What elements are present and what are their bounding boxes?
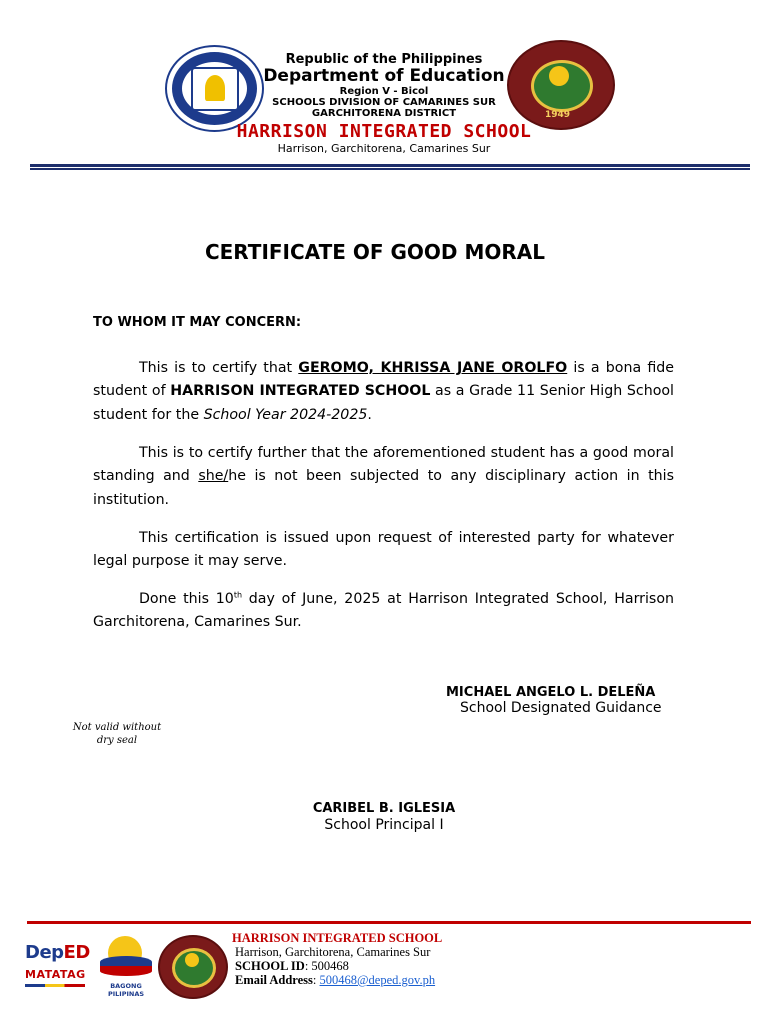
matatag-wordmark: MATATAG <box>25 968 86 981</box>
para1-mid2: as a Grade 11 Senior High School student for the <box>93 383 674 423</box>
para1-school-name: HARRISON INTEGRATED SCHOOL <box>170 383 431 400</box>
principal-signatory-name: CARIBEL B. IGLESIA <box>312 801 456 816</box>
para1-mid1: is a bona fide student of <box>93 360 675 400</box>
principal-signatory-role: School Principal I <box>324 817 444 833</box>
para1-prefix: This is to certify that <box>139 360 299 376</box>
certificate-title: CERTIFICATE OF GOOD MORAL <box>204 240 546 264</box>
footer-school-seal-sun-icon <box>185 953 199 967</box>
header-divider <box>30 164 750 167</box>
header-region: Region V - Bicol <box>339 86 429 97</box>
para2-suffix: he is not been subjected to any disciplinary action in this institution. <box>93 468 674 508</box>
footer-school-id-value: 500468 <box>311 959 349 973</box>
pronoun: she/ <box>198 468 229 485</box>
footer-school-id-label: SCHOOL ID <box>235 959 305 973</box>
footer-email-label: Email Address <box>235 973 313 987</box>
footer-school-name: HARRISON INTEGRATED SCHOOL <box>232 931 443 945</box>
para2-prefix: This is to certify further that the aforementioned student has a good moral standing and <box>93 445 674 485</box>
school-seal-logo <box>507 40 615 130</box>
bagong-pilipinas-text: BAGONG PILIPINAS <box>107 982 145 998</box>
header-division: SCHOOLS DIVISION OF CAMARINES SUR <box>272 97 496 108</box>
school-seal-sun-icon <box>549 66 569 86</box>
salutation: TO WHOM IT MAY CONCERN: <box>93 315 302 330</box>
deped-matatag-logo <box>23 938 90 992</box>
para4-prefix: Done this 10 <box>139 591 234 607</box>
footer-address: Harrison, Garchitorena, Camarines Sur <box>235 945 431 959</box>
bagong-pilipinas-red-wave <box>100 966 152 976</box>
deped-wordmark: DepED <box>25 942 90 963</box>
matatag-color-bar <box>25 984 85 987</box>
dry-seal-note: Not valid without dry seal <box>72 722 162 746</box>
header-divider-second <box>30 168 750 170</box>
date-ordinal: th <box>233 590 243 600</box>
footer-email: Email Address: 500468@deped.gov.ph <box>235 973 436 987</box>
certification-paragraph-2 <box>93 442 674 512</box>
header-department: Department of Education <box>263 66 505 86</box>
para1-suffix: . <box>367 406 372 423</box>
para4-suffix: day of June, 2025 at Harrison Integrated School, Harrison Garchitorena, Camarines Sur. <box>93 591 674 631</box>
certification-paragraph-3: This certification is issued upon request of interested party for whatever legal purpose it may serve. <box>93 530 674 570</box>
guidance-signatory-name: MICHAEL ANGELO L. DELEÑA <box>446 685 656 700</box>
header-school-name: HARRISON INTEGRATED SCHOOL <box>236 121 532 142</box>
guidance-signatory-role: School Designated Guidance <box>460 700 662 716</box>
footer-school-id: SCHOOL ID: 500468 <box>235 959 349 973</box>
certification-paragraph-4 <box>93 588 674 635</box>
footer-divider <box>27 921 751 924</box>
certification-paragraph-1 <box>93 357 674 427</box>
school-seal-year: 1949 <box>545 110 571 120</box>
bagong-pilipinas-logo <box>94 934 158 998</box>
footer-school-seal-logo <box>158 935 228 999</box>
student-name: GEROMO, KHRISSA JANE OROLFO <box>298 360 568 376</box>
header-district: GARCHITORENA DISTRICT <box>311 108 457 119</box>
header-school-address: Harrison, Garchitorena, Camarines Sur <box>277 142 491 155</box>
footer-email-link[interactable]: 500468@deped.gov.ph <box>319 973 436 987</box>
header-republic: Republic of the Philippines <box>285 52 483 67</box>
school-year: School Year 2024-2025 <box>203 406 368 423</box>
